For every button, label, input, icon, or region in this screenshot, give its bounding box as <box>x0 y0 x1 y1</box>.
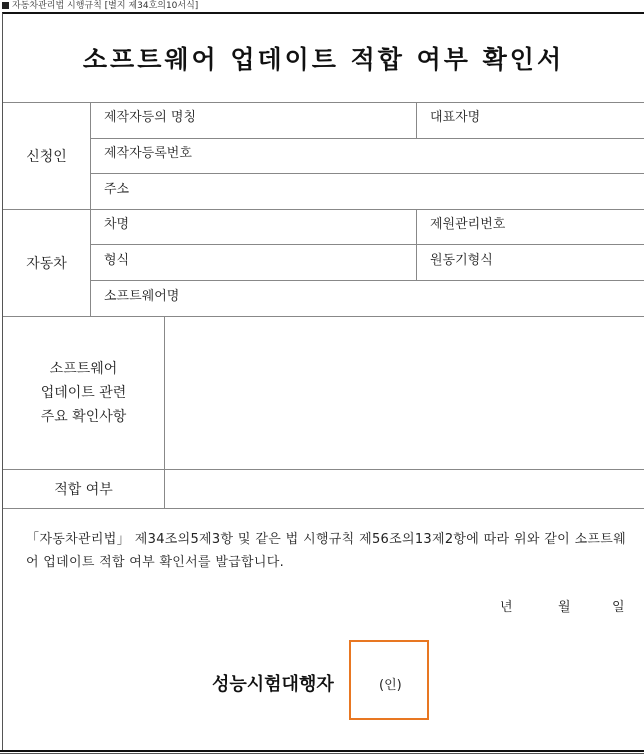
issuer-name: 성능시험대행자 <box>212 674 334 695</box>
date-day: 일 <box>612 600 625 615</box>
rule-applicant-bottom <box>3 209 644 210</box>
rule-applicant-1 <box>90 138 644 139</box>
rule-vehicle-2 <box>90 280 644 281</box>
date-year: 년 <box>500 600 513 615</box>
check-items-label: 소프트웨어 업데이트 관련 주요 확인사항 <box>40 360 127 425</box>
bottom-rule <box>0 750 644 752</box>
spec-mgmt-number-label: 제원관리번호 <box>430 217 506 232</box>
rule-vehicle-1 <box>90 244 644 245</box>
car-name-label: 차명 <box>104 217 130 232</box>
date-month: 월 <box>558 600 571 615</box>
rule-section-divider <box>90 102 91 316</box>
manufacturer-name-label: 제작자등의 명칭 <box>104 110 197 125</box>
form-reference <box>2 0 198 12</box>
engine-type-label: 원동기형식 <box>430 253 493 268</box>
representative-label: 대표자명 <box>430 110 481 125</box>
rule-vehicle-divider <box>416 209 417 280</box>
seal-mark: (인) <box>379 678 402 693</box>
software-name-label: 소프트웨어명 <box>104 289 180 304</box>
compliance-label: 적합 여부 <box>54 481 113 498</box>
type-label: 형식 <box>104 253 130 268</box>
address-label: 주소 <box>104 182 130 197</box>
vehicle-section-label: 자동차 <box>26 255 67 272</box>
applicant-section-label: 신청인 <box>26 148 67 165</box>
registration-number-label: 제작자등록번호 <box>104 146 192 161</box>
issuance-statement: 「자동차관리법」 제34조의5제3항 및 같은 법 시행규칙 제56조의13제2항에 따라 위와 같이 소프트웨어 업데이트 적합 여부 확인서를 발급합니다. <box>26 532 626 570</box>
document-title: 소프트웨어 업데이트 적합 여부 확인서 <box>82 45 565 74</box>
rule-check-divider <box>164 316 165 508</box>
rule-compliance-bottom <box>3 508 644 509</box>
rule-representative-divider <box>416 102 417 138</box>
form-reference-text: 자동차관리법 시행규칙 [별지 제34호의10서식] <box>12 1 199 11</box>
square-bullet-icon <box>2 2 9 9</box>
rule-applicant-2 <box>90 173 644 174</box>
rule-title-bottom <box>3 102 644 103</box>
bottom-rule-thin <box>0 753 644 754</box>
